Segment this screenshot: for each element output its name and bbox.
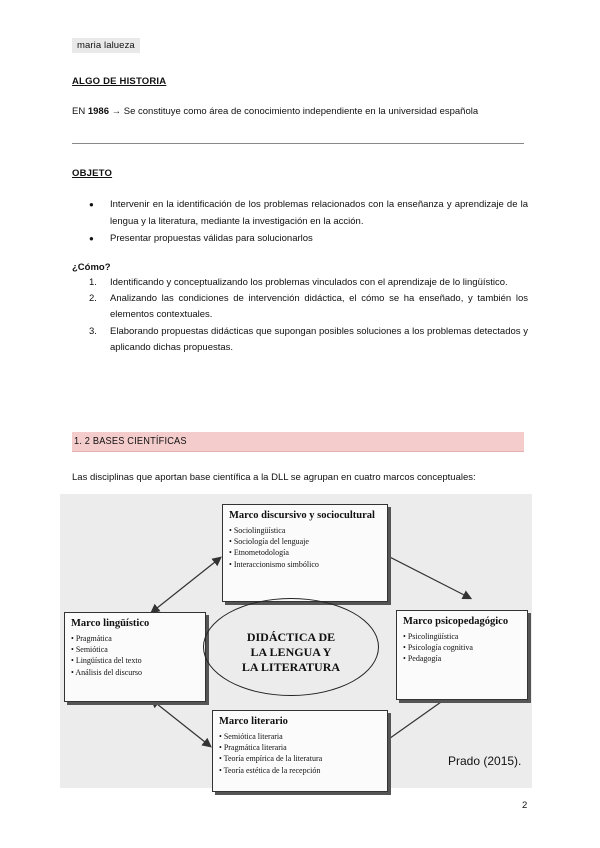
como-item-number: 3. [89, 325, 97, 337]
section-heading-bar [72, 432, 524, 452]
box-marco-linguistico [64, 612, 206, 702]
author-label: maria lalueza [72, 38, 140, 53]
arrow-discursivo-psicopedagogico [376, 550, 470, 598]
objeto-heading: OBJETO [72, 168, 113, 179]
box-item: • Pragmática [71, 633, 199, 644]
historia-heading: ALGO DE HISTORIA [72, 76, 167, 87]
como-item-text: Analizando las condiciones de intervención didáctica, el cómo se ha enseñado, y también los elementos contextuales. [110, 293, 528, 321]
conceptual-frameworks-diagram [60, 494, 532, 788]
box-item: • Sociología del lenguaje [229, 536, 381, 547]
como-item [72, 291, 528, 323]
como-heading: ¿Cómo? [72, 262, 111, 273]
box-title: Marco literario [219, 716, 288, 727]
box-item: • Psicología cognitiva [403, 642, 521, 653]
box-item: • Etnometodología [229, 547, 381, 558]
box-item: • Teoría estética de la recepción [219, 765, 381, 776]
box-item: • Semiótica literaria [219, 731, 381, 742]
horizontal-rule [72, 143, 524, 144]
box-item: • Semiótica [71, 644, 199, 655]
box-item: • Sociolingüística [229, 525, 381, 536]
historia-line [72, 106, 478, 117]
box-marco-discursivo [222, 504, 388, 602]
section-intro: Las disciplinas que aportan base científica a la DLL se agrupan en cuatro marcos conceptuales: [72, 472, 476, 483]
box-item: • Pragmática literaria [219, 742, 381, 753]
box-list [403, 631, 521, 665]
objeto-list [72, 196, 528, 247]
center-title-line: LA LITERATURA [241, 660, 341, 674]
figure-credit: Prado (2015). [448, 754, 522, 768]
box-list [71, 633, 199, 678]
box-marco-psicopedagogico [396, 610, 528, 700]
center-title-line: DIDÁCTICA DE [246, 630, 336, 644]
como-item-number: 2. [89, 293, 97, 305]
box-marco-literario [212, 710, 388, 792]
historia-year: 1986 [87, 106, 109, 117]
como-item [72, 324, 528, 356]
como-item-text: Elaborando propuestas didácticas que supongan posibles soluciones a los problemas detectados y aplicando dichas propuestas. [110, 325, 528, 353]
box-list [229, 525, 381, 570]
arrow-discursivo-linguistico [152, 558, 220, 612]
como-item [72, 275, 528, 291]
section-title: 1. 2 BASES CIENTÍFICAS [74, 435, 187, 447]
objeto-item: ● Presentar propuestas válidas para solucionarlos [72, 230, 528, 247]
objeto-item: ● Intervenir en la identificación de los problemas relacionados con la enseñanza y aprendizaje de la lengua y la literatura, mediante la investigación en la acción. [72, 196, 528, 230]
box-item: • Lingüística del texto [71, 655, 199, 666]
como-item-text: Identificando y conceptualizando los problemas vinculados con el aprendizaje de lo lingüístico. [110, 277, 508, 288]
como-list [72, 275, 528, 356]
arrow-linguistico-literario [152, 700, 210, 746]
box-item: • Teoría empírica de la literatura [219, 753, 381, 764]
box-title: Marco psicopedagógico [403, 616, 509, 627]
historia-prefix: EN [72, 106, 88, 117]
box-item: • Interaccionismo simbólico [229, 559, 381, 570]
center-title [206, 630, 376, 675]
box-item: • Psicolingüística [403, 631, 521, 642]
historia-text: → Se constituye como área de conocimiento independiente en la universidad española [108, 106, 479, 117]
box-item: • Análisis del discurso [71, 667, 199, 678]
page-number: 2 [522, 800, 528, 811]
box-list [219, 731, 381, 776]
box-item: • Pedagogía [403, 653, 521, 664]
box-title: Marco lingüístico [71, 618, 150, 629]
box-title: Marco discursivo y sociocultural [229, 510, 375, 521]
como-item-number: 1. [89, 277, 97, 288]
center-title-line: LA LENGUA Y [250, 645, 332, 659]
